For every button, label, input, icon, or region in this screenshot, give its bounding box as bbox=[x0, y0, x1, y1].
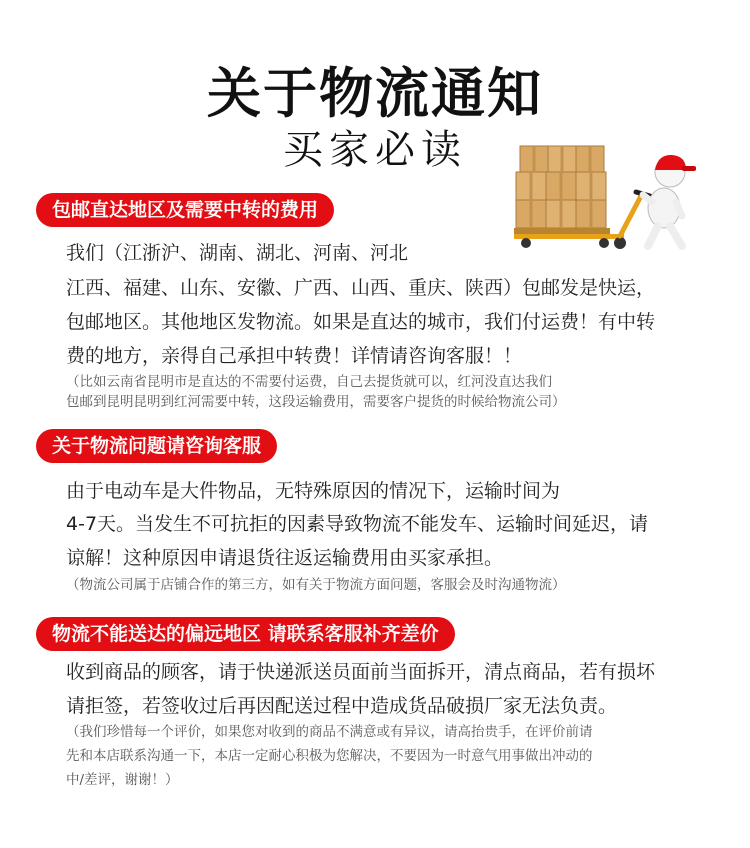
delivery-man bbox=[643, 155, 696, 246]
section-note-line: （比如云南省昆明市是直达的不需要付运费，自己去提货就可以，红河没直达我们 bbox=[66, 374, 552, 390]
section-text-line: 包邮地区。其他地区发物流。如果是直达的城市，我们付运费！有中转 bbox=[66, 311, 656, 333]
cardboard-boxes bbox=[516, 146, 606, 228]
section-text-line: 我们（江浙沪、湖南、湖北、河南、河北 bbox=[66, 242, 409, 264]
section-banner-shipping-regions: 包邮直达地区及需要中转的费用 bbox=[36, 193, 334, 227]
page-title: 关于物流通知 bbox=[207, 62, 543, 125]
section-note-line: （我们珍惜每一个评价，如果您对收到的商品不满意或有异议，请高抬贵手，在评价前请 bbox=[66, 724, 593, 740]
section-note-line: （物流公司属于店铺合作的第三方，如有关于物流方面问题，客服会及时沟通物流） bbox=[66, 577, 566, 593]
section-text-line: 4-7天。当发生不可抗拒的因素导致物流不能发车、运输时间延迟，请 bbox=[66, 513, 649, 535]
delivery-man-with-boxes-icon bbox=[512, 132, 712, 252]
section-text-line: 请拒签，若签收过后再因配送过程中造成货品破损厂家无法负责。 bbox=[66, 695, 618, 717]
section-text-line: 江西、福建、山东、安徽、广西、山西、重庆、陕西）包邮发是快运， bbox=[66, 277, 656, 299]
section-text-line: 由于电动车是大件物品，无特殊原因的情况下，运输时间为 bbox=[66, 480, 561, 502]
section-text-line: 费的地方，亲得自己承担中转费！详情请咨询客服！！ bbox=[66, 345, 523, 367]
section-banner-logistics-questions: 关于物流问题请咨询客服 bbox=[36, 429, 277, 463]
section-note-line: 包邮到昆明昆明到红河需要中转，这段运输费用，需要客户提货的时候给物流公司） bbox=[66, 394, 566, 410]
section-text-line: 收到商品的顾客，请于快递派送员面前当面拆开，清点商品，若有损坏 bbox=[66, 661, 656, 683]
section-banner-remote-areas: 物流不能送达的偏远地区 请联系客服补齐差价 bbox=[36, 617, 455, 651]
section-text-line: 谅解！这种原因申请退货往返运输费用由买家承担。 bbox=[66, 547, 504, 569]
section-note-line: 先和本店联系沟通一下，本店一定耐心积极为您解决，不要因为一时意气用事做出冲动的 bbox=[66, 748, 593, 764]
page-subtitle: 买家必读 bbox=[283, 127, 467, 173]
section-note-line: 中/差评，谢谢！） bbox=[66, 772, 179, 788]
